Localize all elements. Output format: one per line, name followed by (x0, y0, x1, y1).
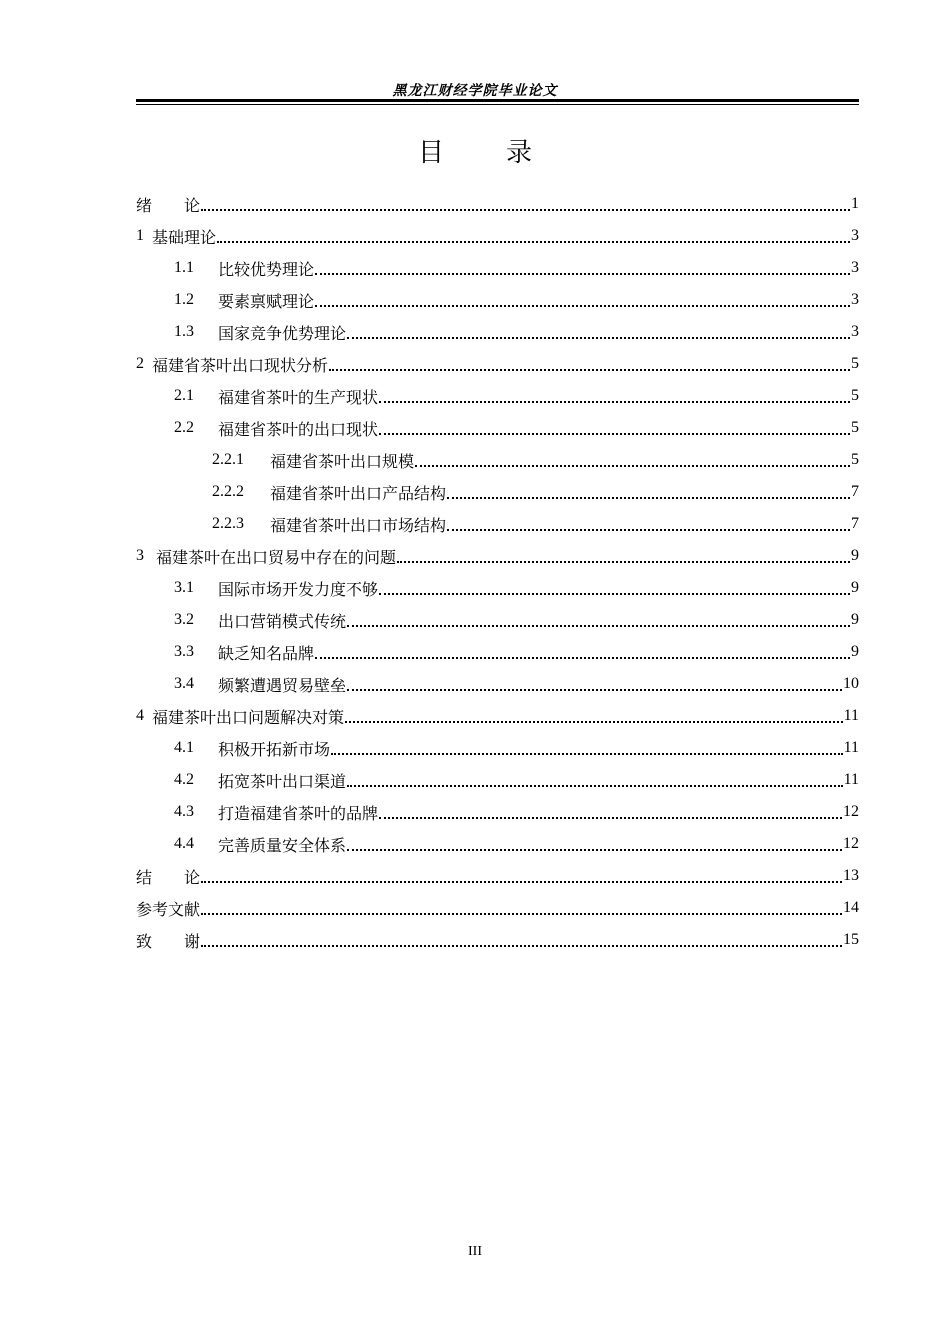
toc-dot-leader (217, 241, 850, 243)
toc-entry-page: 9 (851, 579, 859, 596)
toc-entry-page: 9 (851, 611, 859, 628)
toc-dot-leader (329, 369, 850, 371)
toc-entry-page: 7 (851, 515, 859, 532)
toc-entry-number: 2 (136, 355, 144, 372)
running-header-title: 黑龙江财经学院毕业论文 (392, 83, 558, 99)
toc-entry-page: 12 (843, 803, 859, 820)
toc-entry[interactable] (136, 316, 859, 348)
toc-entry-page: 9 (851, 643, 859, 660)
toc-entry[interactable] (136, 476, 859, 508)
toc-entry-title: 完善质量安全体系 (218, 837, 347, 855)
page-number: III (468, 1244, 482, 1259)
toc-entry-page: 5 (851, 419, 859, 436)
toc-entry-number: 1 (136, 227, 144, 244)
header-rule-thick (136, 99, 859, 102)
toc-dot-leader (331, 753, 843, 755)
toc-entry-title: 比较优势理论 (218, 261, 315, 279)
toc-entry[interactable] (136, 348, 859, 380)
toc-entry-number: 2.2.3 (212, 515, 244, 532)
toc-entry-number: 4.2 (174, 771, 194, 788)
toc-entry-page: 3 (851, 227, 859, 244)
toc-entry[interactable] (136, 252, 859, 284)
toc-entry-page: 7 (851, 483, 859, 500)
toc-entry[interactable] (136, 668, 859, 700)
toc-dot-leader (315, 657, 850, 659)
toc-entry[interactable] (136, 412, 859, 444)
toc-entry-page: 9 (851, 547, 859, 564)
header-rule-thin (136, 104, 859, 105)
toc-entry-title: 结 论 (136, 869, 201, 887)
toc-entry[interactable] (136, 636, 859, 668)
toc-entry[interactable] (136, 188, 859, 220)
toc-entry-page: 12 (843, 835, 859, 852)
toc-dot-leader (315, 305, 850, 307)
toc-dot-leader (379, 401, 850, 403)
toc-entry-title: 要素禀赋理论 (218, 293, 315, 311)
toc-dot-leader (379, 593, 850, 595)
toc-entry[interactable] (136, 828, 859, 860)
toc-entry-title: 打造福建省茶叶的品牌 (218, 805, 379, 823)
toc-entry[interactable] (136, 892, 859, 924)
toc-entry-title: 绪 论 (136, 197, 201, 215)
table-of-contents (136, 188, 859, 956)
toc-dot-leader (347, 337, 850, 339)
toc-heading (0, 132, 950, 169)
toc-entry-number: 3.1 (174, 579, 194, 596)
toc-entry[interactable] (136, 732, 859, 764)
toc-entry-title: 频繁遭遇贸易壁垒 (218, 677, 347, 695)
toc-entry-number: 3.2 (174, 611, 194, 628)
toc-entry-title: 缺乏知名品牌 (218, 645, 315, 663)
toc-entry-number: 2.2.2 (212, 483, 244, 500)
toc-entry-title: 福建省茶叶出口规模 (270, 453, 415, 471)
toc-dot-leader (447, 497, 850, 499)
toc-entry[interactable] (136, 764, 859, 796)
toc-entry-number: 3.3 (174, 643, 194, 660)
toc-entry-number: 3.4 (174, 675, 194, 692)
toc-entry-page: 5 (851, 387, 859, 404)
toc-dot-leader (347, 625, 850, 627)
toc-entry[interactable] (136, 540, 859, 572)
toc-entry-page: 5 (851, 451, 859, 468)
toc-entry[interactable] (136, 220, 859, 252)
toc-dot-leader (347, 849, 842, 851)
toc-entry-title: 福建省茶叶的出口现状 (218, 421, 379, 439)
toc-dot-leader (201, 913, 842, 915)
toc-entry[interactable] (136, 796, 859, 828)
toc-entry-title: 出口营销模式传统 (218, 613, 347, 631)
toc-dot-leader (347, 785, 843, 787)
toc-entry-title: 福建省茶叶出口现状分析 (152, 357, 329, 375)
toc-entry[interactable] (136, 380, 859, 412)
toc-entry-title: 致 谢 (136, 933, 201, 951)
toc-dot-leader (201, 209, 850, 211)
toc-entry-page: 10 (843, 675, 859, 692)
toc-heading-right: 录 (506, 138, 533, 168)
toc-entry-page: 1 (851, 195, 859, 212)
toc-entry-number: 4.1 (174, 739, 194, 756)
toc-entry-page: 11 (843, 771, 859, 788)
toc-entry[interactable] (136, 700, 859, 732)
toc-entry-title: 国家竞争优势理论 (218, 325, 347, 343)
toc-entry-title: 国际市场开发力度不够 (218, 581, 379, 599)
toc-dot-leader (201, 945, 842, 947)
toc-entry-page: 11 (843, 739, 859, 756)
toc-entry-title: 福建省茶叶的生产现状 (218, 389, 379, 407)
toc-entry-number: 4.4 (174, 835, 194, 852)
toc-entry-number: 2.2 (174, 419, 194, 436)
toc-entry[interactable] (136, 284, 859, 316)
toc-entry-title: 福建茶叶出口问题解决对策 (152, 709, 345, 727)
toc-entry-number: 1.2 (174, 291, 194, 308)
toc-entry-number: 2.2.1 (212, 451, 244, 468)
toc-entry-number: 4 (136, 707, 144, 724)
toc-entry-number: 4.3 (174, 803, 194, 820)
toc-entry-title: 福建省茶叶出口产品结构 (270, 485, 447, 503)
toc-entry-number: 3 (136, 547, 144, 564)
toc-entry[interactable] (136, 604, 859, 636)
toc-dot-leader (379, 433, 850, 435)
toc-entry-page: 15 (843, 931, 859, 948)
toc-entry-number: 2.1 (174, 387, 194, 404)
toc-entry[interactable] (136, 860, 859, 892)
toc-entry-page: 14 (843, 899, 859, 916)
toc-dot-leader (347, 689, 842, 691)
toc-dot-leader (345, 721, 843, 723)
toc-entry-page: 3 (851, 291, 859, 308)
toc-entry[interactable] (136, 572, 859, 604)
toc-entry-number: 1.3 (174, 323, 194, 340)
toc-entry-title: 积极开拓新市场 (218, 741, 331, 759)
toc-entry-page: 3 (851, 259, 859, 276)
toc-entry-page: 3 (851, 323, 859, 340)
toc-dot-leader (397, 561, 850, 563)
toc-entry-page: 11 (843, 707, 859, 724)
toc-entry-title: 参考文献 (136, 901, 201, 919)
toc-entry-page: 13 (843, 867, 859, 884)
toc-entry[interactable] (136, 924, 859, 956)
toc-entry-title: 福建省茶叶出口市场结构 (270, 517, 447, 535)
toc-entry[interactable] (136, 508, 859, 540)
toc-entry-title: 拓宽茶叶出口渠道 (218, 773, 347, 791)
toc-dot-leader (447, 529, 850, 531)
toc-dot-leader (201, 881, 842, 883)
toc-dot-leader (379, 817, 842, 819)
toc-dot-leader (315, 273, 850, 275)
toc-entry-page: 5 (851, 355, 859, 372)
toc-heading-left: 目 (417, 138, 444, 168)
toc-entry-title: 基础理论 (152, 229, 217, 247)
toc-dot-leader (415, 465, 850, 467)
toc-entry[interactable] (136, 444, 859, 476)
toc-entry-number: 1.1 (174, 259, 194, 276)
toc-entry-title: 福建茶叶在出口贸易中存在的问题 (152, 549, 397, 567)
